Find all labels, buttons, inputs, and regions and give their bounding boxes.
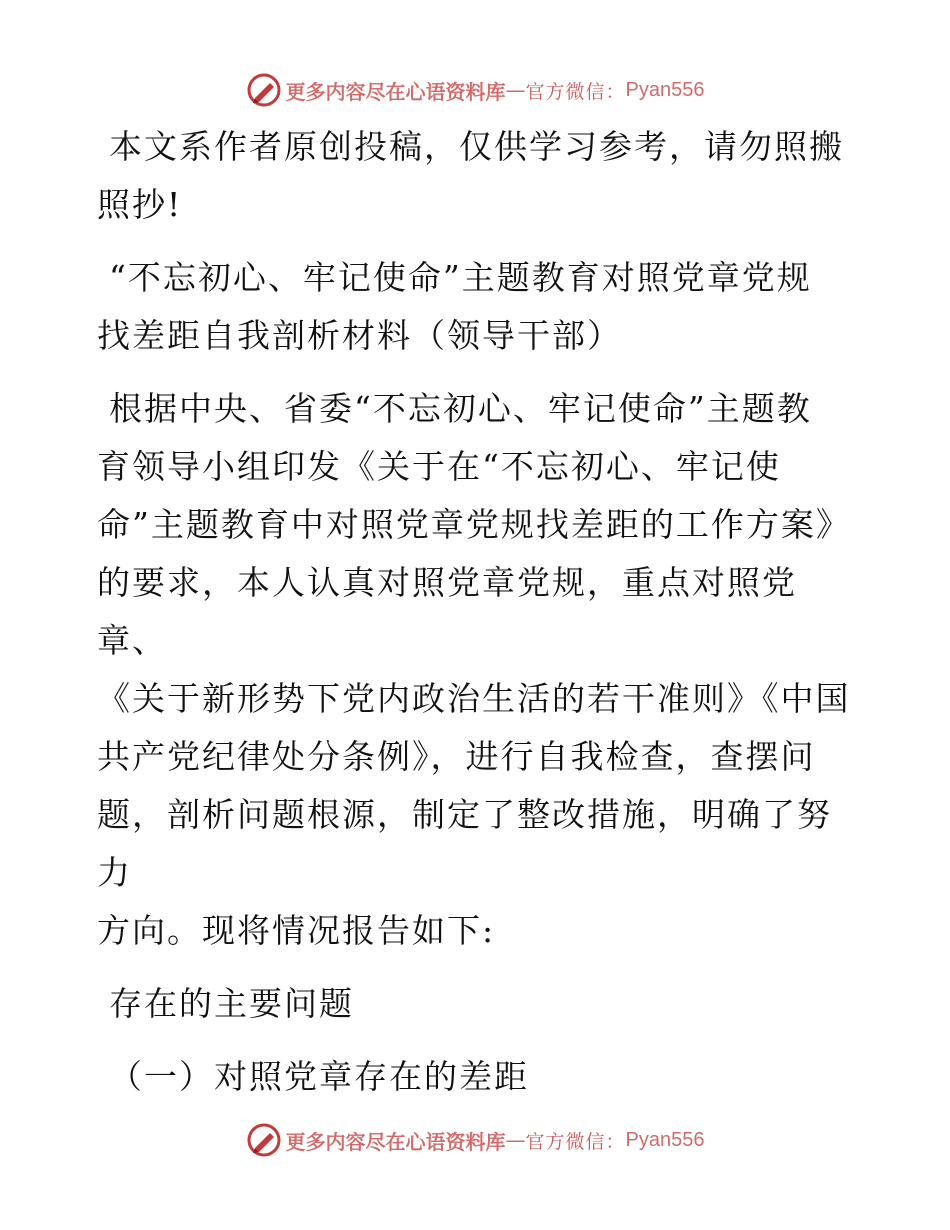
document-body [97, 118, 857, 1106]
pen-logo-icon [246, 1122, 282, 1158]
intro-paragraph-line: 方向。现将情况报告如下: [97, 911, 496, 950]
intro-paragraph-line: 题，剖析问题根源，制定了整改措施，明确了努力 [97, 795, 832, 892]
watermark-promo-text: 更多内容尽在心语资料库 [285, 79, 506, 104]
watermark-separator: — [505, 78, 526, 102]
copyright-notice-line-2: 照抄! [97, 185, 183, 224]
subsection-heading-party-constitution: （一）对照党章存在的差距 [109, 1057, 529, 1096]
watermark-promo-text: 更多内容尽在心语资料库 [285, 1129, 506, 1154]
intro-paragraph-line: 命”主题教育中对照党章党规找差距的工作方案》 [97, 505, 851, 544]
watermark-wechat-label: 官方微信： [525, 80, 626, 103]
watermark-banner-bottom [0, 1120, 950, 1160]
intro-paragraph-line: 共产党纪律处分条例》，进行自我检查，查摆问 [97, 737, 816, 776]
intro-paragraph-line: 根据中央、省委“不忘初心、牢记使命”主题教 [109, 389, 812, 428]
watermark-banner-top [0, 70, 950, 110]
intro-paragraph-line: 的要求，本人认真对照党章党规，重点对照党章、 [97, 563, 797, 660]
intro-paragraph-line: 《关于新形势下党内政治生活的若干准则》《中国 [97, 679, 851, 718]
watermark-wechat-handle: Pyan556 [625, 78, 705, 101]
document-title-line-1: “不忘初心、牢记使命”主题教育对照党章党规 [109, 258, 812, 297]
pen-logo-icon [246, 72, 282, 108]
watermark-wechat-handle: Pyan556 [625, 1128, 705, 1151]
document-title-line-2: 找差距自我剖析材料（领导干部） [97, 316, 622, 355]
copyright-notice-line-1: 本文系作者原创投稿，仅供学习参考，请勿照搬 [109, 127, 844, 166]
watermark-separator: — [505, 1128, 526, 1152]
watermark-wechat-label: 官方微信： [525, 1130, 626, 1153]
intro-paragraph [97, 380, 857, 960]
section-heading-main-problems: 存在的主要问题 [109, 984, 354, 1023]
intro-paragraph-line: 育领导小组印发《关于在“不忘初心、牢记使 [97, 447, 781, 486]
